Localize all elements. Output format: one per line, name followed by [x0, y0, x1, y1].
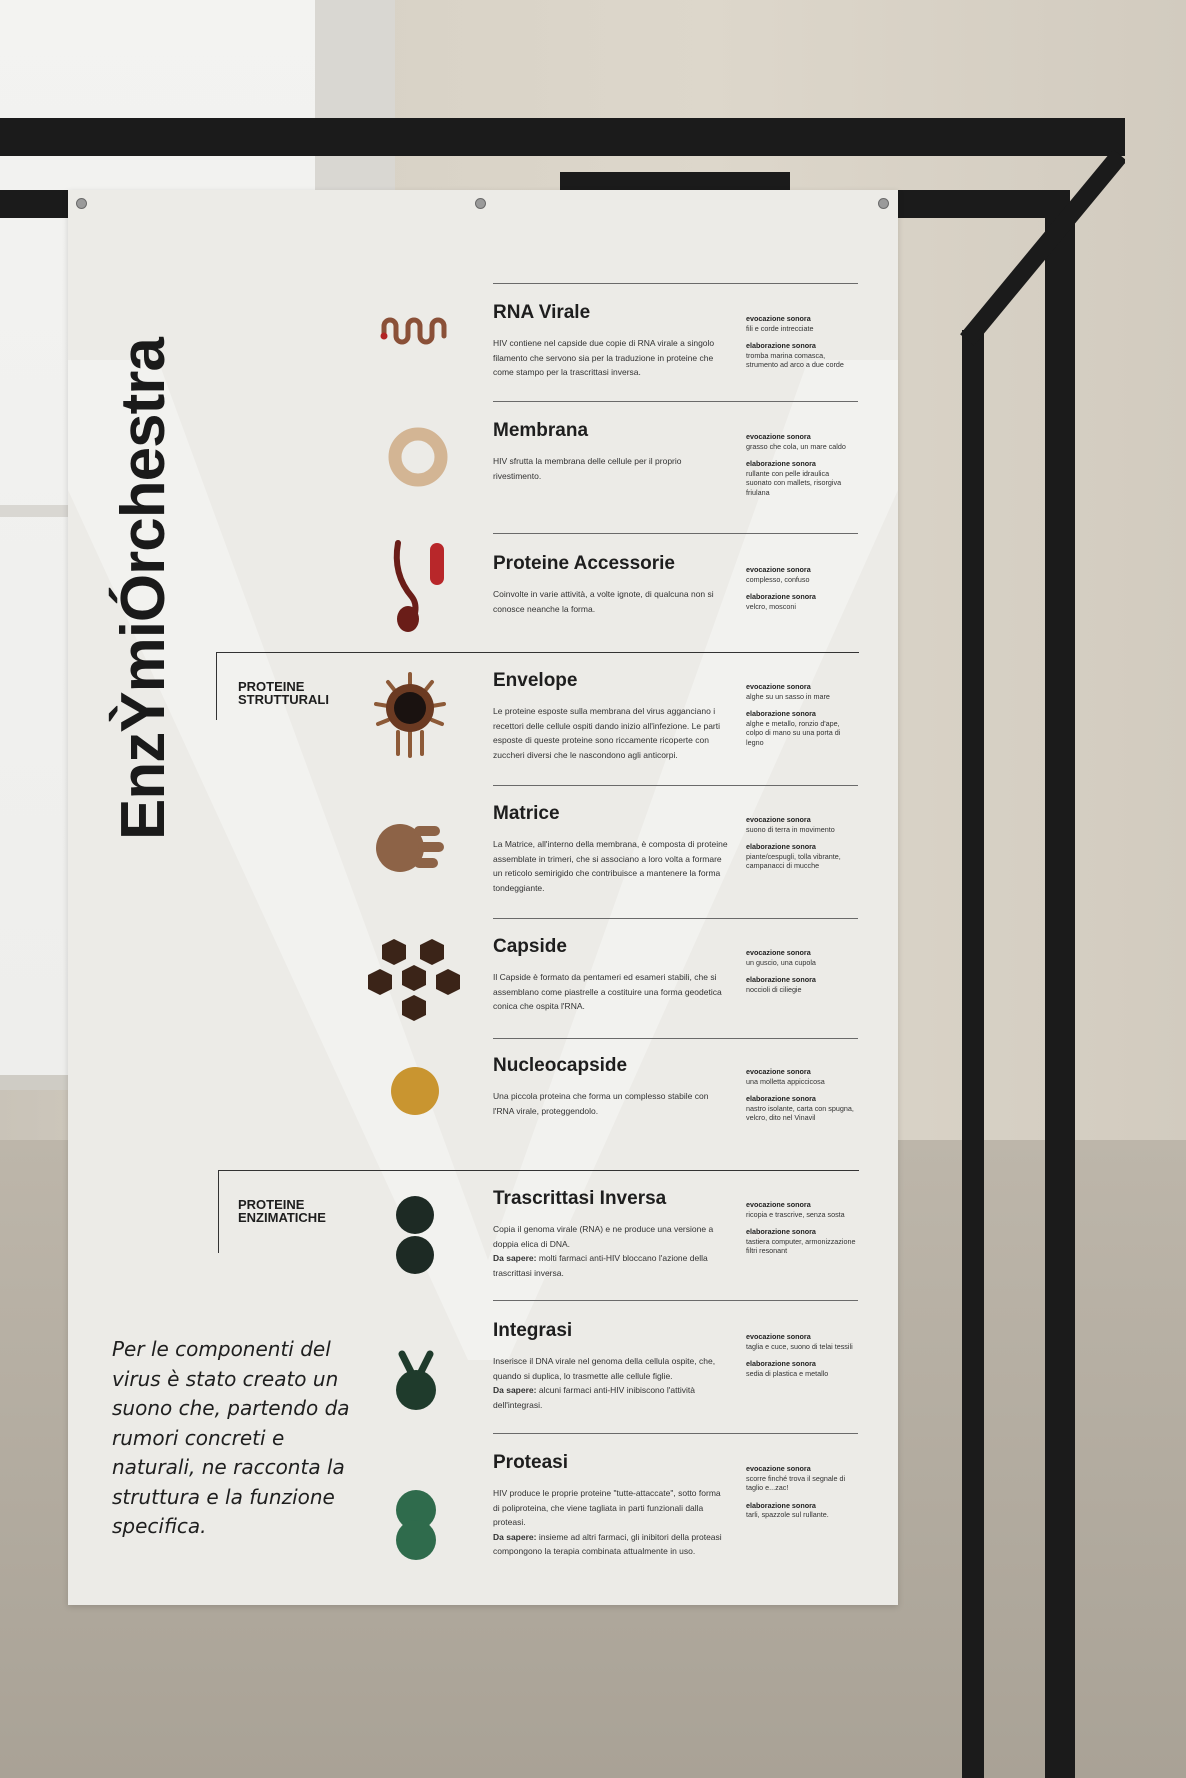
- desc-text: HIV produce le proprie proteine "tutte-attaccate", sotto forma di poliproteina, che viene tagliata in parti funzionali dalla proteasi.: [493, 1488, 721, 1527]
- evocazione-value: un guscio, una cupola: [746, 957, 816, 967]
- poster: [68, 190, 898, 1605]
- component-name: Matrice: [493, 803, 560, 824]
- component-name: Proteasi: [493, 1452, 568, 1473]
- elaborazione-label: elaborazione sonora: [746, 842, 816, 851]
- component-desc: Le proteine esposte sulla membrana del virus agganciano i recettori delle cellule ospiti dando inizio all'infezione. Le parti esposte di queste proteine sono riccamente ricoperte con zuccheri diversi che le nascondono agli anticorpi.: [493, 706, 721, 760]
- poster-pin: [878, 198, 889, 209]
- protease-icon: [393, 1490, 439, 1562]
- sound-block: [746, 1067, 856, 1123]
- reverse-transcriptase-icon: [393, 1195, 437, 1277]
- evocazione-value: complesso, confuso: [746, 574, 810, 584]
- component-name: Capside: [493, 936, 567, 957]
- component-trascrittasi-inversa: [493, 1188, 898, 1280]
- capsid-hexagons-icon: [368, 935, 460, 1025]
- sound-block: [746, 815, 856, 871]
- component-name: Trascrittasi Inversa: [493, 1188, 667, 1209]
- elaborazione-value: tastiera computer, armonizzazione filtri resonant: [746, 1236, 856, 1255]
- sound-block: [746, 432, 856, 497]
- evocazione-value: taglia e cuce, suono di telai tessili: [746, 1341, 853, 1351]
- elaborazione-label: elaborazione sonora: [746, 1094, 816, 1103]
- elaborazione-value: tarli, spazzole sul rullante.: [746, 1510, 829, 1519]
- evocazione-label: evocazione sonora: [746, 1332, 811, 1341]
- divider: [493, 533, 858, 534]
- elaborazione-label: elaborazione sonora: [746, 1500, 816, 1510]
- component-name: Envelope: [493, 670, 578, 691]
- nucleocapsid-dot-icon: [389, 1065, 441, 1117]
- frame-post-right: [1045, 210, 1075, 1778]
- elaborazione-label: elaborazione sonora: [746, 709, 816, 718]
- window-transom: [0, 505, 68, 517]
- elaborazione-value: sedia di plastica e metallo: [746, 1368, 829, 1378]
- evocazione-label: evocazione sonora: [746, 682, 811, 691]
- elaborazione-label: elaborazione sonora: [746, 341, 816, 350]
- divider: [493, 1300, 858, 1301]
- sapere-label: Da sapere:: [493, 1531, 537, 1542]
- frame-diagonal: [955, 150, 1125, 350]
- component-proteine-accessorie: [493, 553, 898, 616]
- component-integrasi: [493, 1320, 898, 1412]
- component-desc: Una piccola proteina che forma un complesso stabile con l'RNA virale, proteggendolo.: [493, 1091, 709, 1116]
- sound-block: [746, 1200, 856, 1256]
- evocazione-value: grasso che cola, un mare caldo: [746, 441, 846, 451]
- poster-pin: [475, 198, 486, 209]
- elaborazione-value: alghe e metallo, ronzio d'ape, colpo di mano su una porta di legno: [746, 718, 841, 747]
- section-enzimatiche-label: PROTEINE ENZIMATICHE: [238, 1197, 326, 1225]
- integrase-icon: [392, 1350, 440, 1412]
- sound-block: [746, 1332, 856, 1378]
- elaborazione-label: elaborazione sonora: [746, 592, 816, 601]
- poster-pin: [76, 198, 87, 209]
- component-proteasi: [493, 1452, 898, 1559]
- desc-text: Inserisce il DNA virale nel genoma della cellula ospite, che, quando si duplica, lo trasmette alle cellule figlie.: [493, 1356, 716, 1381]
- evocazione-value: scorre finché trova il segnale di taglio e...zac!: [746, 1473, 846, 1492]
- divider: [493, 1433, 858, 1434]
- component-desc: [493, 1354, 728, 1412]
- elaborazione-value: rullante con pelle idraulica suonato con mallets, risorgiva friulana: [746, 468, 842, 497]
- frame-clamp: [560, 172, 790, 190]
- evocazione-value: ricopia e trascrive, senza sosta: [746, 1209, 845, 1219]
- sound-block: [746, 682, 856, 747]
- frame-post-inner: [962, 330, 984, 1778]
- section-strutturali-label: PROTEINE STRUTTURALI: [238, 679, 329, 707]
- envelope-spikes-icon: [370, 670, 450, 760]
- elaborazione-value: nastro isolante, carta con spugna, velcro, dito nel Vinavil: [746, 1103, 854, 1122]
- evocazione-value: alghe su un sasso in mare: [746, 691, 830, 701]
- evocazione-label: evocazione sonora: [746, 815, 811, 824]
- component-matrice: [493, 803, 898, 895]
- elaborazione-label: elaborazione sonora: [746, 975, 816, 984]
- divider: [493, 401, 858, 402]
- evocazione-label: evocazione sonora: [746, 432, 811, 441]
- sound-block: [746, 314, 856, 370]
- divider: [493, 1038, 858, 1039]
- component-nucleocapside: [493, 1055, 898, 1122]
- sapere-text: insieme ad altri farmaci, gli inibitori della proteasi compongono la terapia combinata attualmente in uso.: [493, 1531, 722, 1556]
- evocazione-label: evocazione sonora: [746, 1464, 811, 1473]
- sound-block: [746, 948, 856, 994]
- accessory-proteins-icon: [386, 535, 456, 635]
- component-name: Proteine Accessorie: [493, 553, 675, 574]
- sapere-text: alcuni farmaci anti-HIV inibiscono l'attività dell'integrasi.: [493, 1385, 695, 1410]
- sound-block: [746, 565, 856, 611]
- component-name: RNA Virale: [493, 302, 591, 323]
- component-envelope: [493, 670, 898, 762]
- matrix-blob-icon: [370, 812, 450, 882]
- rna-wave-icon: [378, 310, 458, 350]
- poster-title: EnzỲmiÓrchestra: [109, 338, 178, 840]
- elaborazione-label: elaborazione sonora: [746, 1359, 816, 1368]
- divider: [493, 283, 858, 284]
- component-desc: Coinvolte in varie attività, a volte ignote, di qualcuna non si conosce neanche la forma.: [493, 589, 714, 614]
- sapere-label: Da sapere:: [493, 1385, 537, 1395]
- component-desc: La Matrice, all'interno della membrana, è composta di proteine assemblate in trimeri, che si associano a loro volta a formare un reticolo semirigido che contribuisce a mantenere la forma tondeggiante.: [493, 839, 728, 893]
- elaborazione-value: piante/cespugli, tolla vibrante, campanacci di mucche: [746, 851, 841, 870]
- evocazione-value: una molletta appiccicosa: [746, 1076, 825, 1086]
- component-capside: [493, 936, 898, 1014]
- divider: [493, 785, 858, 786]
- component-desc: Il Capside è formato da pentameri ed esameri stabili, che si assemblano come piastrelle a costituire una forma geodetica conica che ospita l'RNA.: [493, 972, 722, 1011]
- divider: [493, 918, 858, 919]
- component-name: Nucleocapside: [493, 1055, 628, 1076]
- component-desc: [493, 1222, 728, 1280]
- elaborazione-label: elaborazione sonora: [746, 1227, 816, 1236]
- component-rna-virale: [493, 302, 898, 380]
- elaborazione-value: tromba marina comasca, strumento ad arco a due corde: [746, 350, 844, 369]
- component-desc: HIV sfrutta la membrana delle cellule per il proprio rivestimento.: [493, 456, 682, 481]
- component-desc: HIV contiene nel capside due copie di RNA virale a singolo filamento che servono sia per la traduzione in proteine che come stampo per la trascrittasi inversa.: [493, 338, 715, 377]
- elaborazione-value: noccioli di ciliegie: [746, 984, 802, 994]
- component-desc: [493, 1486, 728, 1559]
- elaborazione-label: elaborazione sonora: [746, 459, 816, 468]
- sound-block: [746, 1464, 856, 1520]
- intro-text: Per le componenti del virus è stato creato un suono che, partendo da rumori concreti e naturali, ne racconta la struttura e la funzione specifica.: [112, 1337, 350, 1538]
- evocazione-label: evocazione sonora: [746, 565, 811, 574]
- evocazione-value: fili e corde intrecciate: [746, 323, 814, 333]
- component-name: Membrana: [493, 420, 589, 441]
- evocazione-value: suono di terra in movimento: [746, 824, 835, 834]
- evocazione-label: evocazione sonora: [746, 314, 811, 323]
- evocazione-label: evocazione sonora: [746, 1067, 811, 1076]
- component-membrana: [493, 420, 898, 497]
- evocazione-label: evocazione sonora: [746, 948, 811, 957]
- sapere-text: molti farmaci anti-HIV bloccano l'azione della trascrittasi inversa.: [493, 1253, 708, 1278]
- sapere-label: Da sapere:: [493, 1253, 537, 1263]
- component-name: Integrasi: [493, 1320, 573, 1341]
- membrane-ring-icon: [386, 425, 450, 489]
- evocazione-label: evocazione sonora: [746, 1200, 811, 1209]
- elaborazione-value: velcro, mosconi: [746, 601, 796, 611]
- desc-text: Copia il genoma virale (RNA) e ne produce una versione a doppia elica di DNA.: [493, 1224, 714, 1249]
